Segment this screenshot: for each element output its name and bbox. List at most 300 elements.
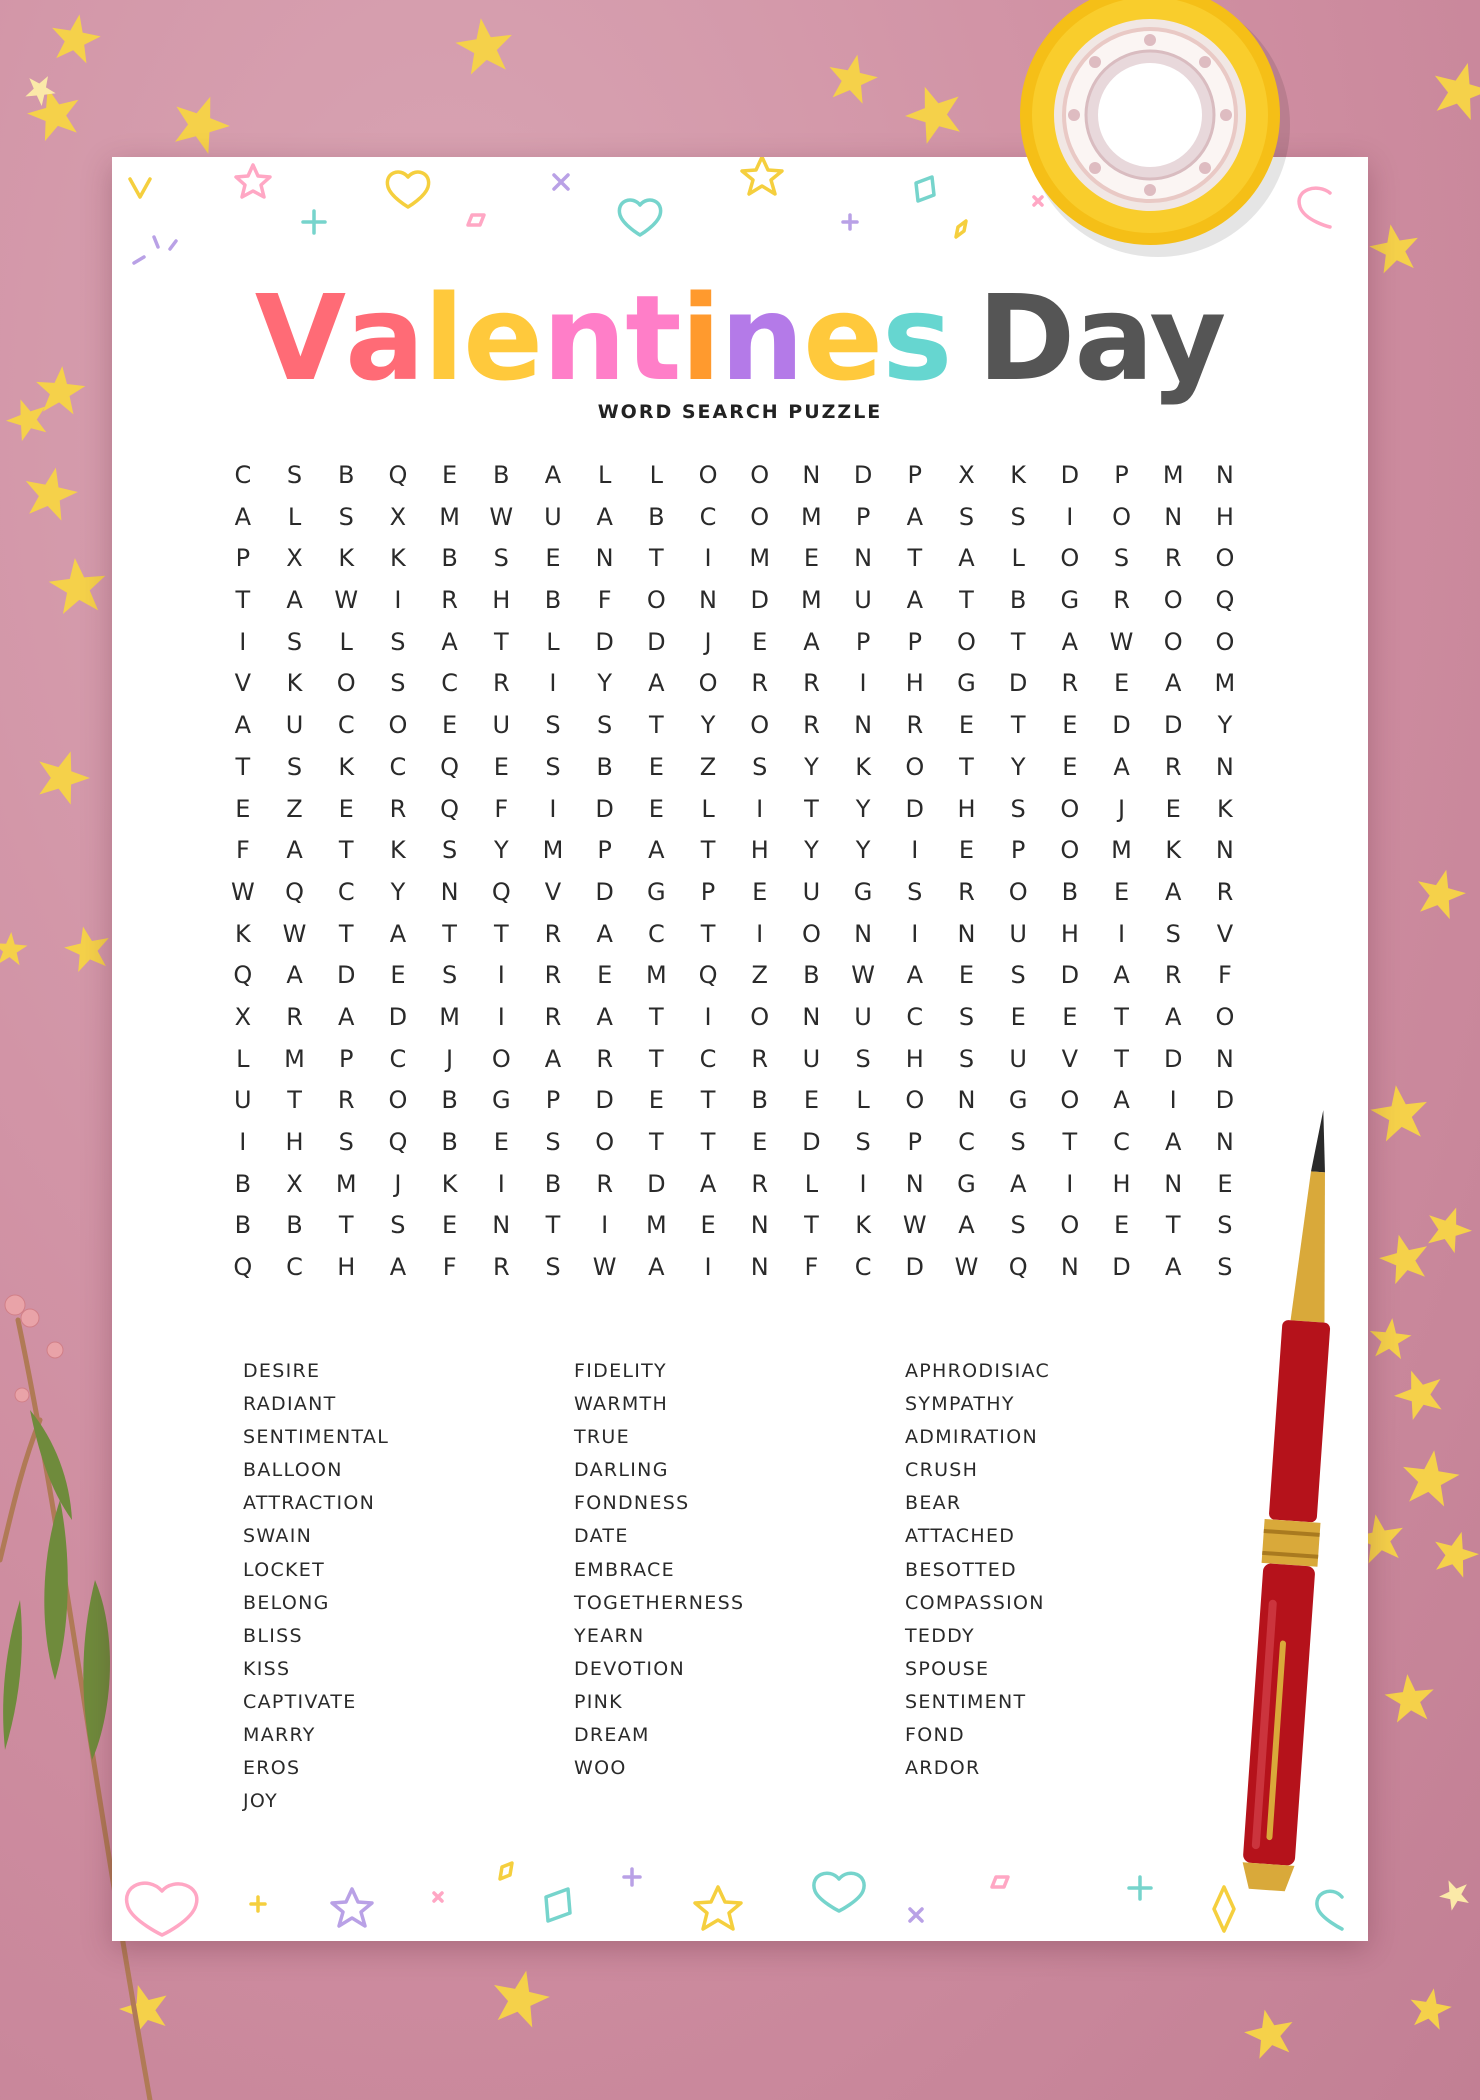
grid-letter: D <box>1163 711 1183 740</box>
grid-letter: N <box>957 1086 976 1115</box>
grid-letter: H <box>285 1128 304 1156</box>
plus-icon <box>624 1869 640 1885</box>
grid-letter: D <box>1112 1253 1131 1282</box>
grid-letter: D <box>1060 961 1080 990</box>
grid-letter: J <box>394 1169 402 1198</box>
word-list-item: EMBRACE <box>574 1558 675 1581</box>
title-letter: e <box>463 269 543 407</box>
grid-letter: S <box>1010 794 1026 823</box>
grid-letter: L <box>236 1044 250 1073</box>
grid-letter: I <box>239 627 247 656</box>
word-list-item: EROS <box>243 1757 301 1780</box>
grid-letter: B <box>441 1128 458 1156</box>
grid-letter: P <box>855 627 871 656</box>
diamond-icon <box>500 1863 512 1879</box>
cross-icon <box>1034 197 1042 205</box>
grid-letter: O <box>905 1086 925 1115</box>
grid-letter: T <box>338 1211 354 1240</box>
word-list-item: TEDDY <box>905 1624 975 1647</box>
grid-letter: E <box>648 752 664 781</box>
grid-letter: L <box>1011 544 1025 573</box>
grid-letter: R <box>596 1169 613 1198</box>
grid-letter: A <box>596 1002 613 1031</box>
grid-letter: Z <box>286 794 303 823</box>
word-list-item: FONDNESS <box>574 1492 690 1515</box>
grid-letter: A <box>958 1211 975 1240</box>
grid-letter: L <box>701 794 715 823</box>
grid-letter: P <box>700 877 716 906</box>
grid-letter: N <box>905 1169 924 1198</box>
grid-letter: O <box>1008 877 1028 906</box>
grid-letter: E <box>752 877 768 906</box>
grid-letter: W <box>282 919 307 948</box>
grid-letter: A <box>389 1253 407 1282</box>
grid-letter: J <box>704 627 712 656</box>
grid-letter: K <box>441 1169 458 1198</box>
grid-letter: T <box>649 1044 664 1073</box>
grid-letter: G <box>647 877 666 906</box>
grid-letter: A <box>648 836 665 865</box>
grid-letter: Q <box>285 877 304 906</box>
word-list-item: COMPASSION <box>905 1591 1045 1614</box>
grid-letter: A <box>1113 1086 1130 1115</box>
grid-letter: T <box>545 1211 561 1240</box>
grid-letter: O <box>957 627 976 656</box>
grid-letter: D <box>647 627 666 656</box>
grid-letter: O <box>750 502 770 531</box>
grid-letter: O <box>646 586 666 615</box>
grid-letter: E <box>493 752 509 781</box>
grid-letter: M <box>801 586 822 615</box>
grid-letter: S <box>286 627 303 656</box>
grid-letter: I <box>859 1169 867 1198</box>
grid-letter: W <box>592 1253 617 1282</box>
grid-letter: O <box>1060 836 1080 865</box>
grid-letter: R <box>751 669 769 698</box>
grid-letter: M <box>335 1169 357 1198</box>
word-list-item: SPOUSE <box>905 1657 990 1680</box>
grid-letter: S <box>1165 919 1181 948</box>
grid-letter: S <box>1010 1128 1026 1156</box>
word-list-item: BLISS <box>243 1624 303 1647</box>
grid-letter: M <box>439 502 460 531</box>
grid-letter: M <box>1111 836 1132 865</box>
grid-letter: I <box>497 1169 505 1198</box>
grid-letter: S <box>390 669 406 698</box>
grid-letter: N <box>1215 836 1234 865</box>
word-list-column-3 <box>905 1355 1050 1785</box>
grid-letter: T <box>1010 711 1026 740</box>
grid-letter: T <box>649 711 664 740</box>
page-title <box>112 269 1368 407</box>
word-list-item: ADMIRATION <box>905 1426 1038 1449</box>
grid-letter: Q <box>440 794 460 823</box>
grid-letter: E <box>1113 877 1130 906</box>
grid-letter: B <box>234 1211 252 1240</box>
grid-letter: E <box>958 711 975 740</box>
grid-letter: Y <box>804 752 819 781</box>
grid-letter: S <box>338 1128 354 1156</box>
grid-letter: T <box>338 836 354 865</box>
grid-letter: W <box>902 1211 927 1240</box>
star-icon <box>742 157 782 194</box>
grid-letter: T <box>959 586 974 615</box>
grid-letter: N <box>699 586 717 615</box>
grid-letter: P <box>597 836 612 865</box>
grid-letter: I <box>756 919 764 948</box>
grid-letter: X <box>286 544 303 573</box>
grid-letter: A <box>1113 961 1130 990</box>
grid-letter: U <box>1009 919 1027 948</box>
grid-letter: O <box>595 1128 615 1156</box>
word-list-item: DATE <box>574 1525 629 1548</box>
grid-letter: H <box>492 586 511 615</box>
word-list-item: ARDOR <box>905 1757 981 1780</box>
word-list-item: PINK <box>574 1690 623 1713</box>
grid-letter: T <box>442 919 457 948</box>
grid-letter: M <box>1162 461 1184 489</box>
grid-letter: I <box>1066 502 1074 531</box>
grid-letter: G <box>1060 586 1080 615</box>
grid-letter: I <box>394 586 402 615</box>
grid-letter: A <box>286 836 303 865</box>
grid-letter: R <box>544 919 562 948</box>
grid-letter: B <box>803 961 820 990</box>
grid-letter: D <box>1163 1044 1183 1073</box>
grid-letter: N <box>1164 1169 1183 1198</box>
heart-icon <box>619 200 660 235</box>
grid-letter: T <box>959 752 974 781</box>
grid-letter: E <box>958 836 975 865</box>
title-letter: t <box>625 269 681 407</box>
grid-letter: I <box>756 794 764 823</box>
grid-letter: Q <box>698 961 718 990</box>
grid-letter: X <box>234 1002 252 1031</box>
grid-letter: E <box>1113 669 1130 698</box>
word-list-item: YEARN <box>574 1624 645 1647</box>
grid-letter: A <box>1009 1169 1027 1198</box>
grid-letter: C <box>958 1128 975 1156</box>
grid-letter: R <box>492 1253 510 1282</box>
grid-letter: S <box>1010 1211 1026 1240</box>
word-list-item: DESIRE <box>243 1360 321 1382</box>
grid-letter: M <box>439 1002 460 1031</box>
grid-letter: A <box>958 544 975 573</box>
grid-letter: R <box>544 961 562 990</box>
word-list-item: FOND <box>905 1724 965 1747</box>
grid-letter: C <box>234 461 252 489</box>
grid-letter: L <box>546 627 560 656</box>
grid-letter: R <box>751 1169 769 1198</box>
grid-letter: O <box>1112 502 1131 531</box>
grid-letter: O <box>801 919 821 948</box>
grid-letter: S <box>855 1128 871 1156</box>
diamond-icon <box>992 1877 1008 1887</box>
grid-letter: O <box>750 461 770 489</box>
diamond-icon <box>1214 1887 1234 1931</box>
grid-letter: S <box>1010 502 1026 531</box>
letter-grid <box>217 455 1251 1289</box>
grid-letter: E <box>442 461 458 489</box>
grid-letter: L <box>649 461 664 489</box>
grid-letter: O <box>905 752 925 781</box>
grid-letter: Z <box>699 752 717 781</box>
grid-letter: E <box>958 961 975 990</box>
grid-letter: H <box>957 794 976 823</box>
grid-letter: B <box>544 586 562 615</box>
grid-letter: S <box>545 752 561 781</box>
grid-letter: O <box>1060 1211 1080 1240</box>
grid-letter: P <box>907 461 923 489</box>
grid-letter: A <box>906 961 923 990</box>
grid-letter: E <box>442 711 458 740</box>
grid-letter: Q <box>233 961 253 990</box>
diamond-icon <box>916 177 934 201</box>
grid-letter: E <box>442 1211 458 1240</box>
grid-letter: A <box>1165 669 1182 698</box>
word-list-item: DREAM <box>574 1724 650 1747</box>
grid-letter: L <box>339 627 353 656</box>
grid-letter: X <box>389 502 407 531</box>
grid-letter: O <box>1215 627 1235 656</box>
grid-letter: B <box>1009 586 1027 615</box>
grid-letter: S <box>597 711 613 740</box>
diamond-icon <box>468 215 484 225</box>
grid-letter: A <box>1061 627 1079 656</box>
grid-letter: N <box>1164 502 1183 531</box>
word-list-item: BALLOON <box>243 1459 343 1482</box>
grid-letter: D <box>595 877 614 906</box>
grid-letter: E <box>1062 752 1078 781</box>
title-letter: l <box>423 269 464 407</box>
cross-icon <box>554 175 568 189</box>
grid-letter: V <box>544 877 562 906</box>
grid-letter: M <box>645 1211 667 1240</box>
grid-letter: O <box>750 711 770 740</box>
grid-letter: S <box>1217 1253 1233 1282</box>
grid-letter: Y <box>390 877 406 906</box>
grid-letter: B <box>648 502 665 531</box>
grid-letter: R <box>1113 586 1130 615</box>
grid-letter: Z <box>751 961 768 990</box>
grid-letter: L <box>804 1169 819 1198</box>
grid-letter: S <box>1010 961 1026 990</box>
grid-letter: A <box>389 919 407 948</box>
grid-letter: S <box>1113 544 1130 573</box>
grid-letter: O <box>388 711 408 740</box>
word-list-item: MARRY <box>243 1724 316 1747</box>
grid-letter: W <box>230 877 255 906</box>
title-letter: n <box>720 269 804 407</box>
grid-letter: P <box>338 1044 354 1073</box>
grid-letter: W <box>1109 627 1134 656</box>
grid-letter: N <box>492 1211 511 1240</box>
grid-letter: R <box>751 1044 769 1073</box>
grid-letter: O <box>491 1044 511 1073</box>
grid-letter: E <box>493 1128 509 1156</box>
grid-letter: M <box>645 961 667 990</box>
grid-letter: E <box>1165 794 1181 823</box>
grid-letter: I <box>549 794 557 823</box>
grid-letter: O <box>750 1002 770 1031</box>
grid-letter: F <box>494 794 509 823</box>
grid-letter: G <box>853 877 873 906</box>
title-letter: e <box>803 269 883 407</box>
word-list-item: LOCKET <box>243 1558 326 1581</box>
grid-letter: P <box>545 1086 561 1115</box>
word-list-item: BELONG <box>243 1591 330 1614</box>
grid-letter: S <box>441 836 458 865</box>
grid-letter: U <box>1009 1044 1027 1073</box>
grid-letter: T <box>1010 627 1026 656</box>
grid-letter: U <box>802 1044 821 1073</box>
grid-letter: T <box>1114 1002 1129 1031</box>
grid-letter: Y <box>493 836 509 865</box>
grid-letter: V <box>1061 1044 1079 1073</box>
grid-letter: X <box>958 461 975 489</box>
grid-letter: O <box>336 669 356 698</box>
title-letter: i <box>680 269 721 407</box>
page-subtitle: WORD SEARCH PUZZLE <box>597 401 883 423</box>
grid-letter: O <box>698 461 718 489</box>
grid-letter: D <box>595 627 614 656</box>
grid-letter: K <box>234 919 251 948</box>
grid-letter: E <box>1217 1169 1233 1198</box>
grid-letter: O <box>1060 1086 1080 1115</box>
diamond-icon <box>546 1889 570 1921</box>
grid-letter: R <box>1061 669 1079 698</box>
grid-letter: O <box>1163 627 1183 656</box>
grid-letter: A <box>803 627 820 656</box>
grid-letter: T <box>493 627 509 656</box>
grid-letter: N <box>440 877 459 906</box>
grid-letter: D <box>802 1128 821 1156</box>
heart-icon <box>1317 1891 1342 1929</box>
grid-letter: R <box>286 1002 303 1031</box>
grid-letter: E <box>1010 1002 1026 1031</box>
grid-letter: F <box>804 1253 819 1282</box>
grid-letter: R <box>337 1086 355 1115</box>
title-day: Day <box>977 269 1226 407</box>
grid-letter: A <box>596 919 613 948</box>
grid-letter: Q <box>1215 586 1235 615</box>
word-list-item: TRUE <box>574 1426 630 1449</box>
word-list-item: SENTIMENTAL <box>243 1426 390 1449</box>
grid-letter: T <box>700 1128 716 1156</box>
grid-letter: S <box>1217 1211 1233 1240</box>
grid-letter: E <box>597 961 613 990</box>
grid-letter: P <box>1010 836 1026 865</box>
grid-letter: C <box>647 919 665 948</box>
grid-letter: T <box>287 1086 302 1115</box>
grid-letter: S <box>545 711 561 740</box>
grid-letter: U <box>492 711 511 740</box>
grid-letter: K <box>855 1211 871 1240</box>
grid-letter: M <box>801 502 822 531</box>
grid-letter: Q <box>440 752 460 781</box>
grid-letter: G <box>957 669 976 698</box>
grid-letter: T <box>907 544 923 573</box>
grid-letter: W <box>954 1253 979 1282</box>
heart-icon <box>387 172 428 207</box>
grid-letter: H <box>1215 502 1234 531</box>
grid-letter: N <box>802 1002 821 1031</box>
grid-letter: M <box>284 1044 305 1073</box>
grid-letter: V <box>234 669 252 698</box>
grid-letter: Y <box>700 711 716 740</box>
star-icon <box>695 1887 741 1929</box>
word-list-item: SWAIN <box>243 1525 313 1548</box>
grid-letter: D <box>647 1169 666 1198</box>
grid-letter: L <box>597 461 612 489</box>
grid-letter: J <box>446 1044 454 1073</box>
grid-letter: S <box>286 461 303 489</box>
grid-letter: N <box>854 711 873 740</box>
grid-letter: Q <box>233 1253 253 1282</box>
grid-letter: A <box>1165 877 1182 906</box>
title-valentines <box>254 269 952 407</box>
word-list-item: DARLING <box>574 1459 669 1482</box>
grid-letter: S <box>441 961 458 990</box>
worksheet-paper <box>112 157 1368 1941</box>
grid-letter: T <box>700 836 716 865</box>
grid-letter: I <box>497 1002 505 1031</box>
word-list-column-2 <box>574 1355 744 1785</box>
grid-letter: A <box>906 586 923 615</box>
grid-letter: O <box>1215 1002 1235 1031</box>
grid-letter: S <box>958 1044 975 1073</box>
grid-letter: O <box>1215 544 1235 573</box>
grid-letter: Y <box>1010 752 1026 781</box>
grid-letter: M <box>1214 669 1236 698</box>
grid-letter: A <box>441 627 458 656</box>
grid-letter: S <box>545 1128 561 1156</box>
grid-letter: C <box>441 669 458 698</box>
grid-letter: R <box>1216 877 1234 906</box>
grid-letter: I <box>1169 1086 1177 1115</box>
grid-letter: L <box>287 502 302 531</box>
grid-letter: C <box>389 1044 407 1073</box>
grid-letter: N <box>854 544 873 573</box>
grid-letter: C <box>1113 1128 1130 1156</box>
grid-letter: N <box>1215 1044 1234 1073</box>
grid-letter: K <box>390 836 406 865</box>
title-letter: a <box>345 269 424 407</box>
word-list-item: RADIANT <box>243 1393 337 1416</box>
plus-icon <box>843 215 857 229</box>
grid-letter: I <box>1066 1169 1074 1198</box>
grid-letter: C <box>854 1253 872 1282</box>
grid-letter: B <box>441 544 458 573</box>
grid-letter: Q <box>491 877 511 906</box>
word-list-item: SENTIMENT <box>905 1690 1027 1713</box>
grid-letter: N <box>750 1253 769 1282</box>
grid-letter: S <box>907 877 923 906</box>
grid-letter: K <box>1010 461 1027 489</box>
grid-letter: R <box>1164 961 1182 990</box>
diamond-icon <box>956 221 966 237</box>
grid-letter: T <box>235 586 251 615</box>
grid-letter: E <box>1062 711 1078 740</box>
grid-letter: E <box>752 627 768 656</box>
grid-letter: S <box>545 1253 561 1282</box>
grid-letter: R <box>492 669 510 698</box>
grid-letter: T <box>649 544 664 573</box>
grid-letter: F <box>442 1253 457 1282</box>
grid-letter: K <box>338 544 355 573</box>
grid-letter: K <box>286 669 303 698</box>
grid-letter: P <box>235 544 251 573</box>
